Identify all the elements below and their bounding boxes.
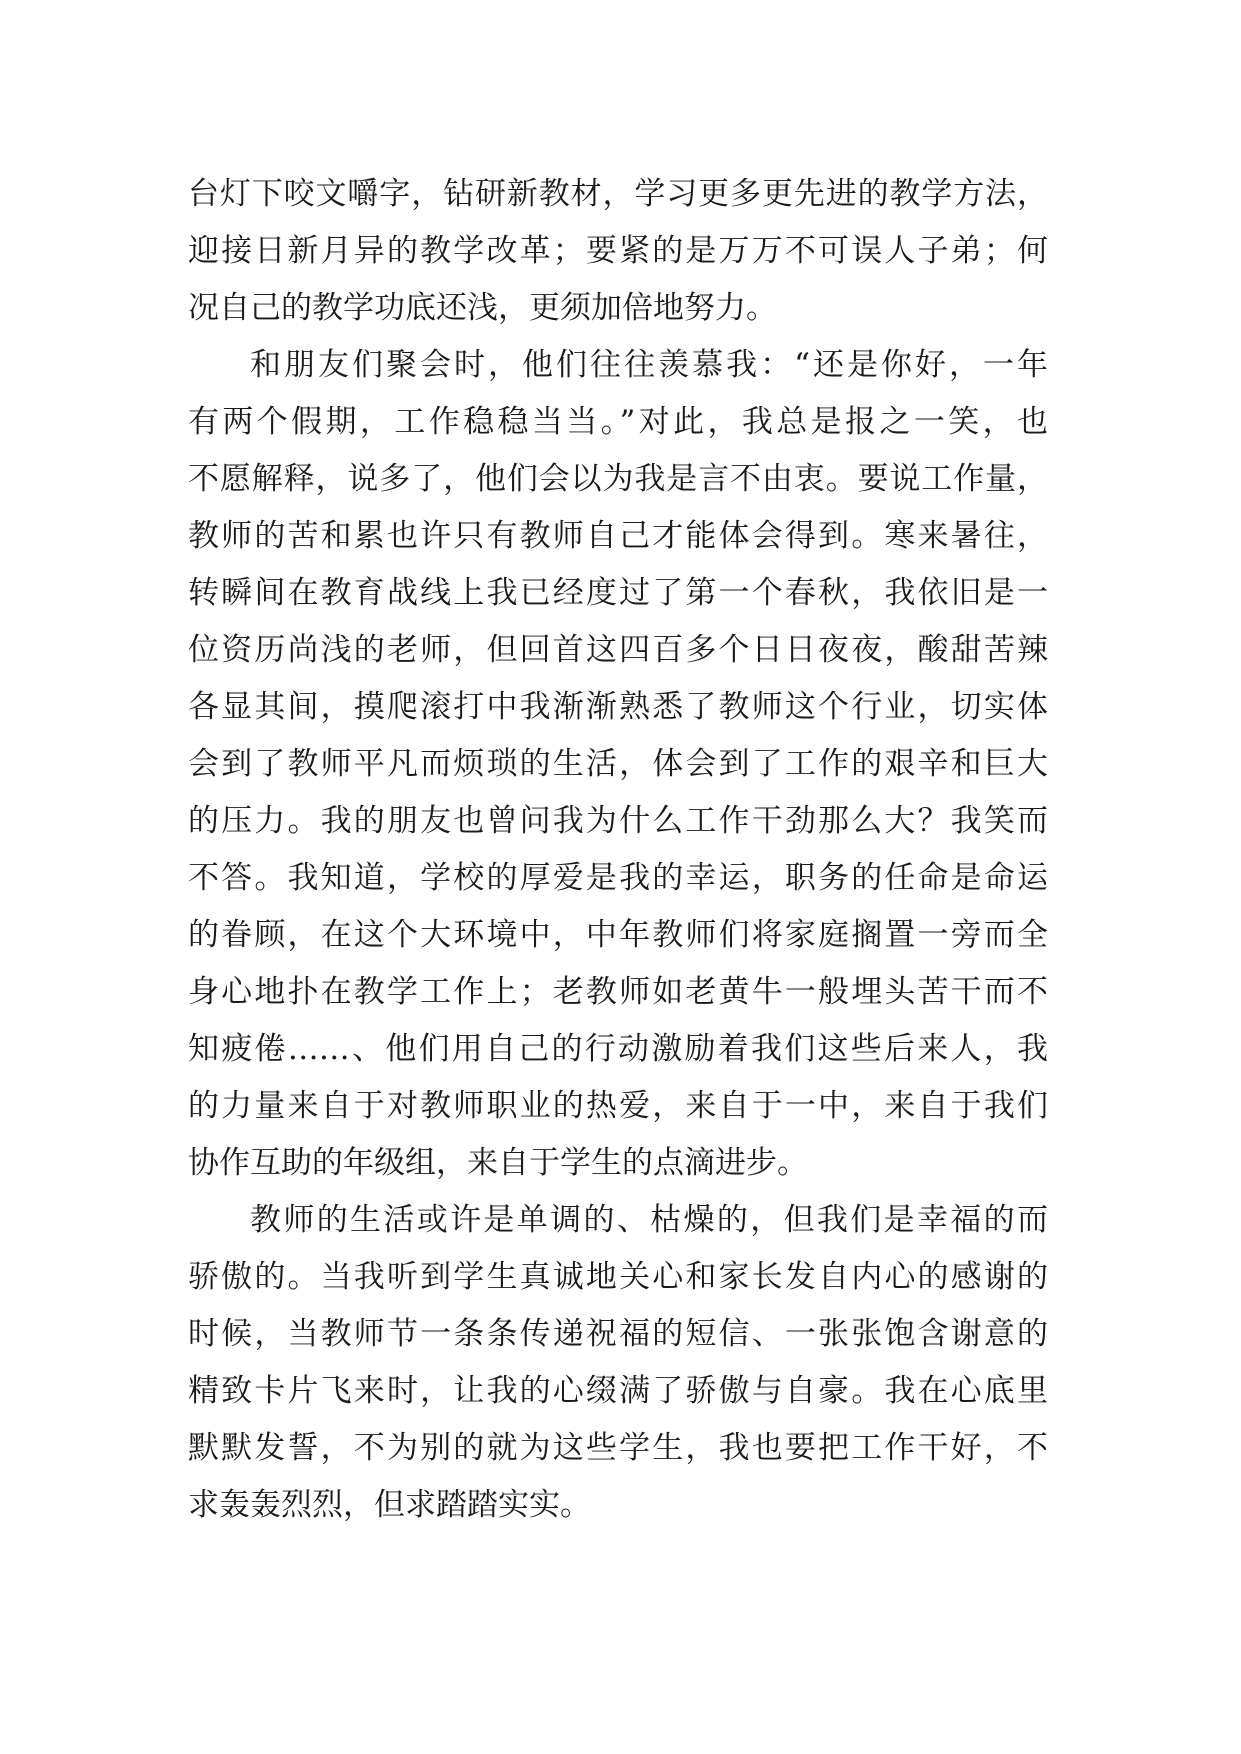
text-line: 转瞬间在教育战线上我已经度过了第一个春秋，我依旧是一 — [188, 575, 1048, 611]
text-line: 骄傲的。当我听到学生真诚地关心和家长发自内心的感谢的 — [188, 1259, 1048, 1295]
text-line: 各显其间，摸爬滚打中我渐渐熟悉了教师这个行业，切实体 — [188, 689, 1048, 725]
text-line: 协作互助的年级组，来自于学生的点滴进步。 — [188, 1145, 808, 1181]
text-line: 迎接日新月异的教学改革；要紧的是万万不可误人子弟；何 — [188, 233, 1048, 269]
text-line: 求轰轰烈烈，但求踏踏实实。 — [188, 1487, 591, 1523]
text-line: 位资历尚浅的老师，但回首这四百多个日日夜夜，酸甜苦辣 — [188, 632, 1048, 668]
text-line: 身心地扑在教学工作上；老教师如老黄牛一般埋头苦干而不 — [188, 974, 1048, 1010]
paragraph-1 — [188, 166, 1048, 337]
paragraph-3 — [188, 1192, 1048, 1534]
paragraph-2 — [188, 337, 1048, 1192]
text-line: 的力量来自于对教师职业的热爱，来自于一中，来自于我们 — [188, 1088, 1048, 1124]
text-line: 不愿解释，说多了，他们会以为我是言不由衷。要说工作量， — [188, 461, 1048, 497]
text-line: 精致卡片飞来时，让我的心缀满了骄傲与自豪。我在心底里 — [188, 1373, 1048, 1409]
text-line: 有两个假期，工作稳稳当当。”对此，我总是报之一笑，也 — [188, 404, 1048, 440]
text-line: 的眷顾，在这个大环境中，中年教师们将家庭搁置一旁而全 — [188, 917, 1048, 953]
text-line: 的压力。我的朋友也曾问我为什么工作干劲那么大？我笑而 — [188, 803, 1048, 839]
text-line: 时候，当教师节一条条传递祝福的短信、一张张饱含谢意的 — [188, 1316, 1048, 1352]
text-line: 教师的生活或许是单调的、枯燥的，但我们是幸福的而 — [250, 1202, 1048, 1238]
text-line: 和朋友们聚会时，他们往往羡慕我：“还是你好，一年 — [250, 347, 1048, 383]
text-line: 默默发誓，不为别的就为这些学生，我也要把工作干好，不 — [188, 1430, 1048, 1466]
text-line: 会到了教师平凡而烦琐的生活，体会到了工作的艰辛和巨大 — [188, 746, 1048, 782]
text-line: 教师的苦和累也许只有教师自己才能体会得到。寒来暑往， — [188, 518, 1048, 554]
text-line: 知疲倦……、他们用自己的行动激励着我们这些后来人，我 — [188, 1031, 1048, 1067]
text-line: 况自己的教学功底还浅，更须加倍地努力。 — [188, 290, 777, 326]
body-text — [188, 166, 1048, 1534]
text-line: 台灯下咬文嚼字，钻研新教材，学习更多更先进的教学方法， — [188, 176, 1048, 212]
text-line: 不答。我知道，学校的厚爱是我的幸运，职务的任命是命运 — [188, 860, 1048, 896]
